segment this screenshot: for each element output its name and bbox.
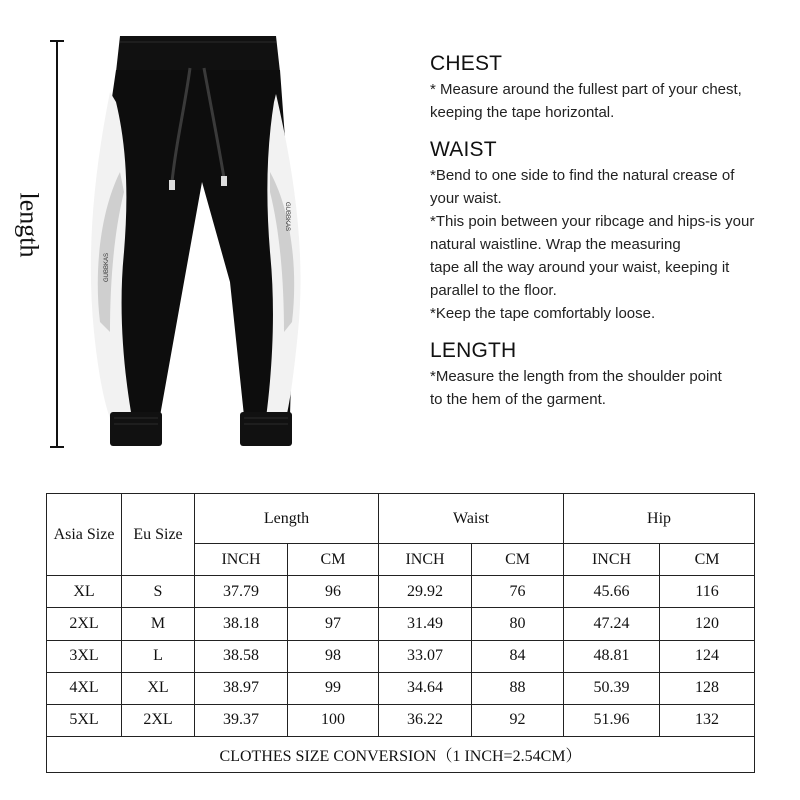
table-cell: M — [122, 608, 195, 640]
unit-cell: CM — [472, 544, 564, 576]
table-cell: 29.92 — [379, 576, 472, 608]
length-label-text: length — [14, 192, 43, 258]
table-cell: 38.58 — [195, 640, 288, 672]
unit-cell: INCH — [564, 544, 660, 576]
table-header-row — [47, 494, 755, 544]
table-cell: 45.66 — [564, 576, 660, 608]
instruction-line: keeping the tape horizontal. — [430, 104, 615, 121]
table-cell: 2XL — [47, 608, 122, 640]
table-cell: L — [122, 640, 195, 672]
length-instructions — [430, 339, 798, 411]
table-cell: 31.49 — [379, 608, 472, 640]
table-cell: 99 — [288, 672, 379, 704]
table-cell: 5XL — [47, 704, 122, 736]
table-cell: 37.79 — [195, 576, 288, 608]
table-row — [47, 576, 755, 608]
table-cell: 100 — [288, 704, 379, 736]
table-cell: 4XL — [47, 672, 122, 704]
table-cell: 2XL — [122, 704, 195, 736]
table-cell: 96 — [288, 576, 379, 608]
header-length: Length — [195, 494, 379, 544]
length-label — [8, 170, 48, 280]
table-cell: 76 — [472, 576, 564, 608]
table-cell: XL — [122, 672, 195, 704]
waist-heading: WAIST — [430, 138, 497, 161]
table-cell: 38.18 — [195, 608, 288, 640]
header-hip: Hip — [564, 494, 755, 544]
instruction-line: your waist. — [430, 190, 502, 207]
table-cell: 34.64 — [379, 672, 472, 704]
jogger-pants-image — [80, 32, 320, 452]
table-cell: 3XL — [47, 640, 122, 672]
length-heading: LENGTH — [430, 339, 517, 362]
instruction-line: tape all the way around your waist, keeping it — [430, 259, 730, 276]
header-asia-size: Asia Size — [47, 494, 122, 576]
instruction-line: *Measure the length from the shoulder point — [430, 368, 722, 385]
unit-cell: INCH — [195, 544, 288, 576]
header-waist: Waist — [379, 494, 564, 544]
size-chart-table — [46, 493, 755, 773]
svg-text:GUBBKAS: GUBBKAS — [284, 202, 290, 232]
table-row — [47, 672, 755, 704]
table-cell: 48.81 — [564, 640, 660, 672]
unit-cell: CM — [288, 544, 379, 576]
table-row — [47, 704, 755, 736]
table-cell: 39.37 — [195, 704, 288, 736]
instruction-line: * Measure around the fullest part of your chest, — [430, 81, 742, 98]
chest-heading: CHEST — [430, 52, 503, 75]
table-cell: 51.96 — [564, 704, 660, 736]
instruction-line: parallel to the floor. — [430, 282, 557, 299]
table-cell: 84 — [472, 640, 564, 672]
table-cell: 33.07 — [379, 640, 472, 672]
table-cell: XL — [47, 576, 122, 608]
measurement-instructions — [430, 52, 798, 425]
chest-instructions — [430, 52, 798, 124]
table-cell: S — [122, 576, 195, 608]
table-cell: 132 — [660, 704, 755, 736]
table-cell: 38.97 — [195, 672, 288, 704]
size-conversion-note: CLOTHES SIZE CONVERSION（1 INCH=2.54CM） — [47, 736, 755, 772]
table-cell: 97 — [288, 608, 379, 640]
table-cell: 88 — [472, 672, 564, 704]
product-figure — [0, 0, 400, 470]
table-cell: 98 — [288, 640, 379, 672]
instruction-line: natural waistline. Wrap the measuring — [430, 236, 681, 253]
waist-instructions — [430, 138, 798, 325]
table-cell: 124 — [660, 640, 755, 672]
table-footer-row — [47, 736, 755, 772]
length-measure-line — [56, 40, 58, 448]
svg-text:GUBBKAS: GUBBKAS — [104, 252, 110, 282]
unit-cell: INCH — [379, 544, 472, 576]
table-cell: 128 — [660, 672, 755, 704]
measure-cap-bottom — [50, 446, 64, 448]
table-cell: 120 — [660, 608, 755, 640]
table-row — [47, 608, 755, 640]
table-cell: 50.39 — [564, 672, 660, 704]
instruction-line: *Bend to one side to find the natural crease of — [430, 167, 735, 184]
table-cell: 116 — [660, 576, 755, 608]
header-eu-size: Eu Size — [122, 494, 195, 576]
table-cell: 47.24 — [564, 608, 660, 640]
unit-cell: CM — [660, 544, 755, 576]
instruction-line: to the hem of the garment. — [430, 391, 606, 408]
table-cell: 92 — [472, 704, 564, 736]
table-row — [47, 640, 755, 672]
instruction-line: *Keep the tape comfortably loose. — [430, 305, 656, 322]
instruction-line: *This poin between your ribcage and hips-is your — [430, 213, 755, 230]
table-cell: 36.22 — [379, 704, 472, 736]
table-cell: 80 — [472, 608, 564, 640]
